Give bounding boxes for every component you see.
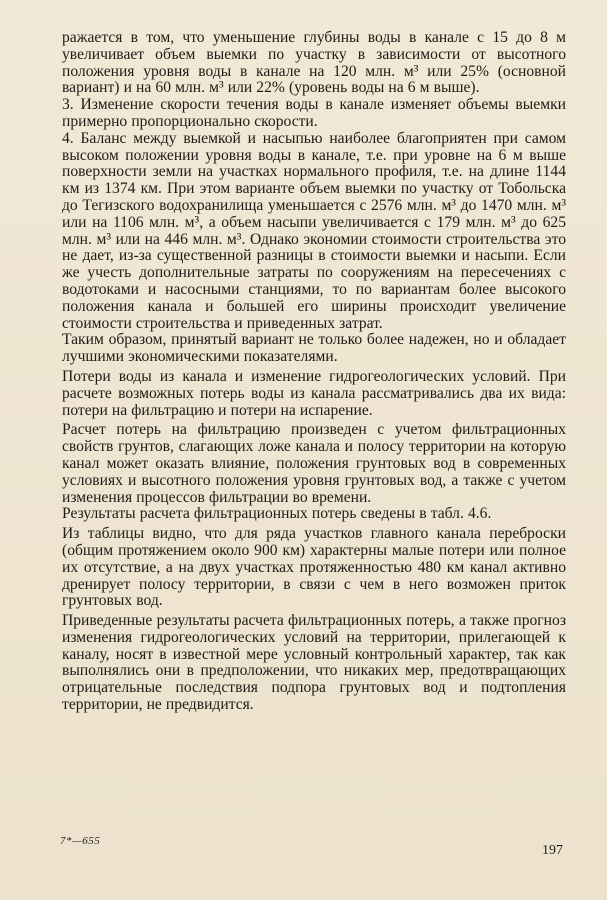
body-text bbox=[62, 30, 566, 714]
paragraph-6: Расчет потерь на фильтрацию произведен с учетом фильтрационных свойств грунтов, слагающих ложе канала и полосу территории на которую канал может оказать влияние, положения грунтовых вод в современных условиях и высотного положения уровня грунтовых вод, а также с учетом изменения процессов фильтрации во времени. bbox=[62, 421, 566, 506]
paragraph-7: Результаты расчета фильтрационных потерь сведены в табл. 4.6. bbox=[62, 505, 492, 523]
paragraph-4: Таким образом, принятый вариант не только более надежен, но и обладает лучшими экономическими показателями. bbox=[62, 331, 566, 366]
paragraph-5-section-heading: Потери воды из канала и изменение гидрогеологических условий. При расчете возможных потерь воды из канала рассматривались два их вида: потери на фильтрацию и потери на испарение. bbox=[62, 367, 566, 419]
paragraph-3: 4. Баланс между выемкой и насыпью наиболее благоприятен при самом высоком положении уровня воды в канале, т.е. при уровне на 6 м выше поверхности земли на участках нормального профиля, т.е. на длине 1144 км из 1374 км. При этом варианте объем выемки по участку от Тобольска до Тегизского водохранилища уменьшается с 2576 млн. м³ до 1470 млн. м³ или на 1106 млн. м³, а объем насыпи увеличивается с 179 млн. м³ до 625 млн. м³ или на 446 млн. м³. Однако экономии стоимости строительства это не дает, из-за существенной разницы в стоимости выемки и насыпи. Если же учесть дополнительные затраты по сооружениям на пересечениях с водотоками и насосными станциями, то по вариантам более высокого положения канала и большей его ширины происходит увеличение стоимости строительства и приведенных затрат. bbox=[62, 129, 566, 332]
paragraph-1: ражается в том, что уменьшение глубины воды в канале с 15 до 8 м увеличивает объем выемки по участку в зависимости от высотного положения уровня воды в канале на 120 млн. м³ или 25% (основной вариант) и на 60 млн. м³ или 22% (уровень воды на 6 м выше). bbox=[62, 29, 566, 97]
paragraph-2: 3. Изменение скорости течения воды в канале изменяет объемы выемки примерно пропорционально скорости. bbox=[62, 96, 566, 130]
paragraph-8: Из таблицы видно, что для ряда участков главного канала переброски (общим протяжением около 900 км) характерны малые потери или полное их отсутствие, а на двух участках протяженностью 480 км канал активно дренирует полосу территории, в связи с чем в него возможен приток грунтовых вод. bbox=[62, 525, 566, 610]
paragraph-9: Приведенные результаты расчета фильтрационных потерь, а также прогноз изменения гидрогеологических условий на территории, прилегающей к каналу, носят в известной мере условный контрольный характер, так как выполнялись они в предположении, что никаких мер, предотвращающих отрицательные последствия подпора грунтовых вод и подтопления территории, не предвидится. bbox=[62, 612, 566, 714]
page-number: 197 bbox=[542, 843, 563, 858]
printer-signature: 7*—655 bbox=[60, 835, 101, 847]
